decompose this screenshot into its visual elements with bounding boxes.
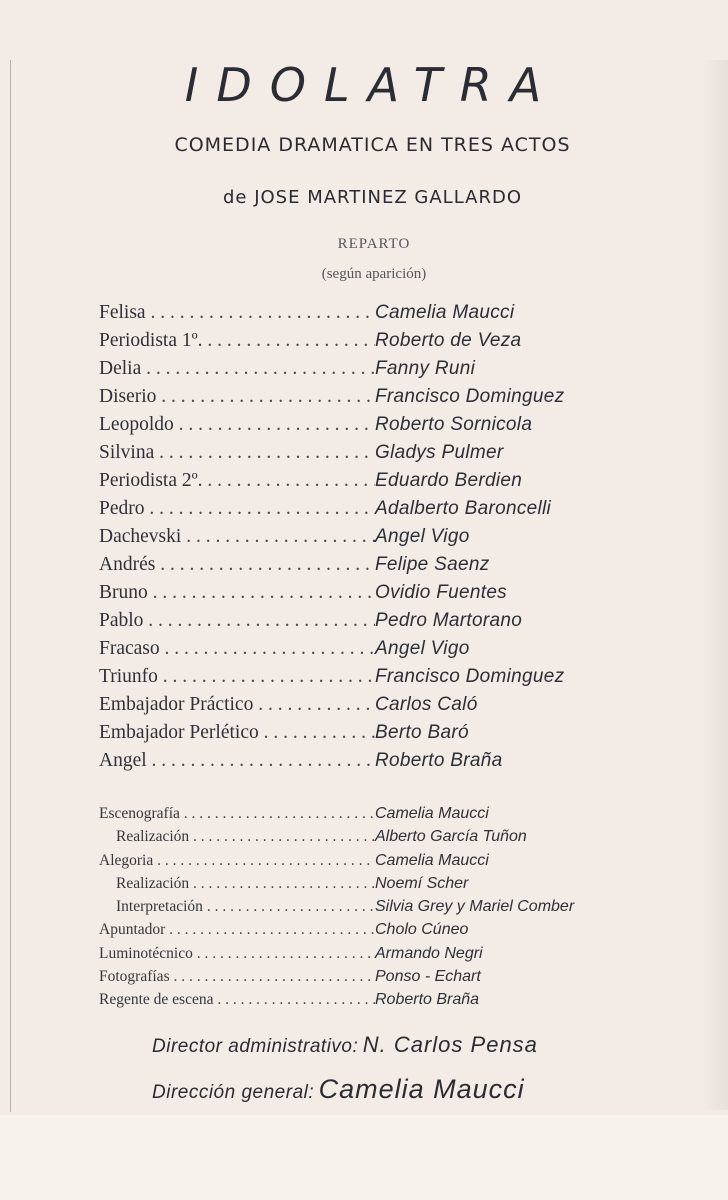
admin-director-name: N. Carlos Pensa: [362, 1032, 538, 1057]
cast-actor: Eduardo Berdien: [375, 470, 523, 491]
left-border-line: [10, 60, 11, 1112]
crew-row: [99, 991, 709, 1014]
cast-actor: Berto Baró: [375, 722, 469, 743]
cast-actor: Adalberto Baroncelli: [375, 498, 552, 519]
crew-name: Armando Negri: [375, 944, 483, 962]
crew-name: Camelia Maucci: [375, 851, 489, 869]
cast-role: Diserio . . .: [99, 386, 375, 408]
cast-actor: Camelia Maucci: [375, 302, 515, 323]
cast-role: Embajador Perlético . . .: [99, 722, 375, 744]
crew-name: Camelia Maucci: [375, 805, 489, 822]
cast-actor: Carlos Caló: [375, 694, 478, 715]
crew-role: Alegoria . . .: [99, 852, 375, 870]
cast-row: [99, 414, 709, 442]
cast-role: Felisa . . .: [99, 302, 375, 324]
cast-actor: Roberto de Veza: [375, 330, 522, 351]
crew-role: Regente de escena . . .: [99, 991, 375, 1009]
cast-actor: Fanny Runi: [375, 358, 476, 379]
crew-row: [99, 828, 709, 851]
cast-row: [99, 358, 709, 386]
cast-role: Embajador Práctico . . .: [99, 694, 375, 716]
crew-role: Realización . . .: [99, 875, 375, 893]
cast-actor: Pedro Martorano: [375, 610, 523, 631]
crew-role: Realización . . .: [99, 828, 375, 846]
cast-row: [99, 470, 709, 498]
cast-row: [99, 694, 709, 722]
crew-name: Silvia Grey y Mariel Comber: [375, 898, 575, 916]
admin-director-credit: [152, 1032, 538, 1058]
crew-row: [99, 968, 709, 991]
crew-row: [99, 898, 709, 921]
play-author: de JOSE MARTINEZ GALLARDO: [222, 187, 523, 208]
cast-actor: Roberto Braña: [375, 750, 503, 771]
cast-role: Andrés . . .: [99, 554, 375, 576]
admin-director-label: Director administrativo:: [152, 1036, 359, 1057]
cast-row: [99, 302, 709, 330]
cast-actor: Roberto Sornicola: [375, 414, 533, 435]
cast-role: Leopoldo . . .: [99, 414, 375, 436]
crew-list: [99, 805, 709, 1015]
cast-row: [99, 498, 709, 526]
crew-role: Interpretación . . .: [99, 898, 375, 916]
cast-heading: REPARTO: [337, 236, 411, 252]
cast-role: Fracaso . . .: [99, 638, 375, 660]
cast-row: [99, 638, 709, 666]
cast-actor: Francisco Dominguez: [375, 666, 565, 687]
cast-role: Dachevski . . .: [99, 526, 375, 548]
cast-row: [99, 582, 709, 610]
crew-row: [99, 875, 709, 898]
crew-name: Alberto García Tuñon: [375, 828, 527, 846]
cast-role: Angel . . .: [99, 750, 375, 772]
cast-role: Triunfo . . .: [99, 666, 375, 688]
cast-actor: Felipe Saenz: [375, 554, 490, 575]
crew-row: [99, 945, 709, 968]
cast-note: (según aparición): [321, 266, 427, 282]
cast-row: [99, 554, 709, 582]
crew-role: Escenografía . . .: [99, 805, 375, 823]
cast-row: [99, 666, 709, 694]
cast-row: [99, 386, 709, 414]
cast-row: [99, 442, 709, 470]
cast-role: Pablo . . .: [99, 610, 375, 632]
crew-role: Apuntador . . .: [99, 921, 375, 939]
cast-actor: Angel Vigo: [375, 526, 470, 547]
cast-list: [99, 302, 709, 778]
cast-row: [99, 330, 709, 358]
cast-actor: Angel Vigo: [375, 638, 470, 659]
general-director-name: Camelia Maucci: [318, 1074, 525, 1104]
crew-role: Luminotécnico . . .: [99, 945, 375, 963]
cast-role: Silvina . . .: [99, 442, 375, 464]
crew-name: Ponso - Echart: [375, 968, 481, 986]
general-director-label: Dirección general:: [152, 1082, 315, 1103]
cast-row: [99, 722, 709, 750]
cast-row: [99, 526, 709, 554]
cast-role: Delia . . .: [99, 358, 375, 380]
cast-role: Periodista 1º. . . .: [99, 330, 375, 352]
cast-role: Pedro . . .: [99, 498, 375, 520]
crew-name: Noemí Scher: [375, 874, 469, 892]
crew-role: Fotografías . . .: [99, 968, 375, 986]
cast-row: [99, 750, 709, 778]
cast-role: Bruno . . .: [99, 582, 375, 604]
cast-row: [99, 610, 709, 638]
crew-name: Roberto Braña: [375, 991, 480, 1009]
cast-actor: Ovidio Fuentes: [375, 582, 507, 603]
crew-row: [99, 805, 709, 828]
cast-role: Periodista 2º. . . .: [99, 470, 375, 492]
general-director-credit: [152, 1074, 525, 1105]
crew-name: Cholo Cúneo: [375, 921, 469, 939]
play-title: IDOLATRA: [184, 58, 560, 112]
cast-actor: Francisco Dominguez: [375, 386, 565, 407]
cast-actor: Gladys Pulmer: [375, 442, 504, 463]
crew-row: [99, 852, 709, 875]
crew-row: [99, 921, 709, 944]
play-subtitle: COMEDIA DRAMATICA EN TRES ACTOS: [174, 134, 571, 156]
